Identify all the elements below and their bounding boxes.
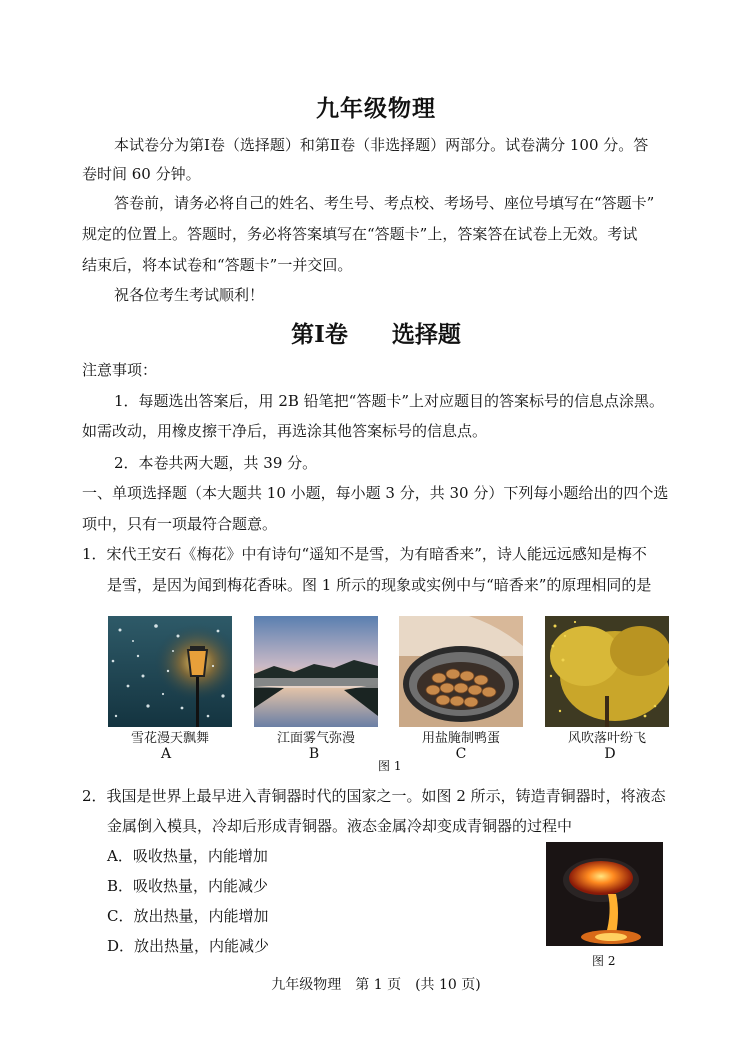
q2-line-2: 金属倒入模具，冷却后形成青铜器。液态金属冷却变成青铜器的过程中	[107, 817, 573, 835]
intro-line-3: 答卷前，请务必将自己的姓名、考生号、考点校、考场号、座位号填写在“答题卡”	[114, 194, 655, 212]
section-title	[0, 316, 752, 349]
image-falling-leaves	[545, 616, 669, 727]
option-b-caption: 江面雾气弥漫	[276, 731, 355, 746]
q1-line-1: 1．宋代王安石《梅花》中有诗句“遥知不是雪，为有暗香来”，诗人能远远感知是梅不	[82, 545, 647, 563]
image-molten-bronze	[546, 842, 663, 946]
q2-line-1: 2．我国是世界上最早进入青铜器时代的国家之一。如图 2 所示，铸造青铜器时，将液态	[82, 787, 666, 805]
note-1-line-2: 如需改动，用橡皮擦干净后，再选涂其他答案标号的信息点。	[82, 422, 488, 440]
option-c-letter: C	[455, 746, 467, 762]
note-1-line-1: 1．每题选出答案后，用 2B 铅笔把“答题卡”上对应题目的答案标号的信息点涂黑。	[114, 392, 664, 410]
intro-line-5: 结束后，将本试卷和“答题卡”一并交回。	[82, 256, 353, 274]
q2-option-a: A．吸收热量，内能增加	[107, 847, 268, 865]
intro-line-1: 本试卷分为第Ⅰ卷（选择题）和第Ⅱ卷（非选择题）两部分。试卷满分 100 分。答	[114, 136, 649, 154]
image-salted-eggs	[399, 616, 523, 727]
page-footer: 九年级物理 第 1 页 (共 10 页)	[271, 977, 481, 993]
q2-option-c: C．放出热量，内能增加	[107, 907, 269, 925]
figure-2-label: 图 2	[592, 954, 616, 968]
q2-option-d: D．放出热量，内能减少	[107, 937, 270, 955]
q2-option-b: B．吸收热量，内能减少	[107, 877, 269, 895]
option-b-letter: B	[308, 746, 320, 762]
image-river-fog	[254, 616, 378, 727]
part1-heading-line-2: 项中，只有一项最符合题意。	[82, 515, 278, 533]
option-d-caption: 风吹落叶纷飞	[567, 731, 646, 746]
intro-line-2: 卷时间 60 分钟。	[82, 165, 201, 183]
intro-line-6: 祝各位考生考试顺利！	[114, 286, 265, 304]
section-title-part: 第Ⅰ卷	[291, 321, 348, 348]
option-a-letter: A	[160, 746, 172, 762]
option-c-caption: 用盐腌制鸭蛋	[421, 731, 500, 746]
q1-line-2: 是雪，是因为闻到梅花香味。图 1 所示的现象或实例中与“暗香来”的原理相同的是	[107, 576, 652, 594]
note-2: 2．本卷共两大题，共 39 分。	[114, 454, 318, 472]
option-a-caption: 雪花漫天飘舞	[130, 731, 209, 746]
notes-header: 注意事项：	[82, 361, 158, 379]
part1-heading-line-1: 一、单项选择题（本大题共 10 小题，每小题 3 分，共 30 分）下列每小题给出的四个选	[82, 484, 669, 502]
image-snow-streetlamp	[108, 616, 232, 727]
option-d-letter: D	[604, 746, 616, 762]
page-title: 九年级物理	[316, 95, 436, 122]
section-title-name: 选择题	[391, 321, 461, 348]
figure-1-label: 图 1	[378, 759, 402, 773]
intro-line-4: 规定的位置上。答题时，务必将答案填写在“答题卡”上，答案答在试卷上无效。考试	[82, 225, 638, 243]
